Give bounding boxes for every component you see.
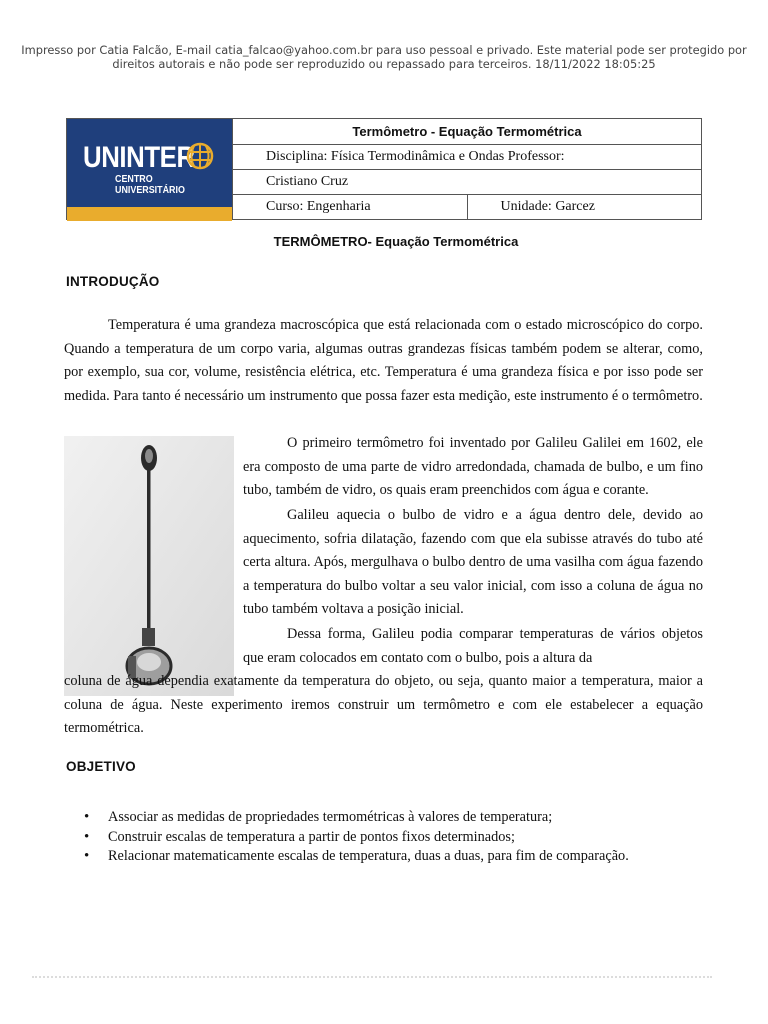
intro-paragraph-3: Galileu aquecia o bulbo de vidro e a água dentro dele, devido ao aquecimento, sofria dilatação, fazendo com que ela subisse através do tubo até certa altura. Após, mergulhava o bulbo dentro de uma vasilha com água fazendo a temperatura do bulbo voltar a seu valor inicial, com isso a coluna de água no tubo também voltava a posição inicial. — [243, 507, 703, 618]
objective-heading: OBJETIVO — [66, 759, 136, 774]
uninter-logo — [67, 119, 232, 221]
header-title: Termômetro - Equação Termométrica — [233, 119, 702, 145]
intro-paragraph-4b: coluna de água dependia exatamente da temperatura do objeto, ou seja, quanto maior a temperatura, maior a coluna de água. Neste experimento iremos construir um termômetro e com ele estabelecer a equação termométrica. — [64, 673, 703, 737]
logo-sub-line-1: CENTRO — [115, 173, 153, 185]
header-course: Curso: Engenharia — [233, 195, 468, 220]
header-professor: Cristiano Cruz — [233, 170, 702, 195]
logo-yellow-bar — [67, 207, 232, 221]
globe-icon — [243, 141, 244, 142]
logo-cell — [67, 119, 233, 220]
objective-list — [66, 808, 706, 867]
list-item: • Relacionar matematicamente escalas de temperatura, duas a duas, para fim de comparação. — [66, 847, 706, 867]
footer-divider — [32, 976, 712, 981]
document-title: TERMÔMETRO- Equação Termométrica — [273, 234, 519, 249]
header-discipline: Disciplina: Física Termodinâmica e Ondas Professor: — [233, 145, 702, 170]
intro-heading: INTRODUÇÃO — [66, 274, 160, 289]
logo-globe-icon — [185, 141, 215, 171]
print-watermark — [0, 43, 768, 71]
list-item: • Construir escalas de temperatura a partir de pontos fixos determinados; — [66, 828, 706, 848]
intro-paragraph-2: O primeiro termômetro foi inventado por Galileu Galilei em 1602, ele era composto de uma parte de vidro arredondada, chamada de bulbo, e um fino tubo, também de vidro, os quais eram preenchidos com água e corante. — [243, 435, 703, 499]
intro-paragraph-1: Temperatura é uma grandeza macroscópica que está relacionada com o estado microscópico do corpo. Quando a temperatura de um corpo varia, algumas outras grandezas físicas também podem se alterar, como, por exemplo, sua cor, volume, resistência elétrica, etc. Temperatura é uma grandeza física e por isso pode ser medida. Para tanto é necessário um instrumento que possa fazer esta medição, este instrumento é o termômetro. — [64, 317, 703, 404]
watermark-line-2: direitos autorais e não pode ser reproduzido ou repassado para terceiros. 18/11/2022 18:05:25 — [112, 57, 656, 71]
galileo-thermometer-image — [64, 436, 234, 696]
header-table — [66, 118, 702, 220]
header-unit: Unidade: Garcez — [467, 195, 702, 220]
list-item: • Associar as medidas de propriedades termométricas à valores de temperatura; — [66, 808, 706, 828]
intro-paragraph-4a: Dessa forma, Galileu podia comparar temperaturas de vários objetos que eram colocados em contato com o bulbo, pois a altura da — [243, 626, 703, 666]
logo-sub-line-2: UNIVERSITÁRIO — [115, 184, 185, 196]
logo-text: UNINTER — [83, 141, 195, 174]
watermark-line-1: Impresso por Catia Falcão, E-mail catia_falcao@yahoo.com.br para uso pessoal e privado. Este material pode ser protegido por — [21, 43, 747, 57]
logo-subtitle — [115, 174, 185, 196]
